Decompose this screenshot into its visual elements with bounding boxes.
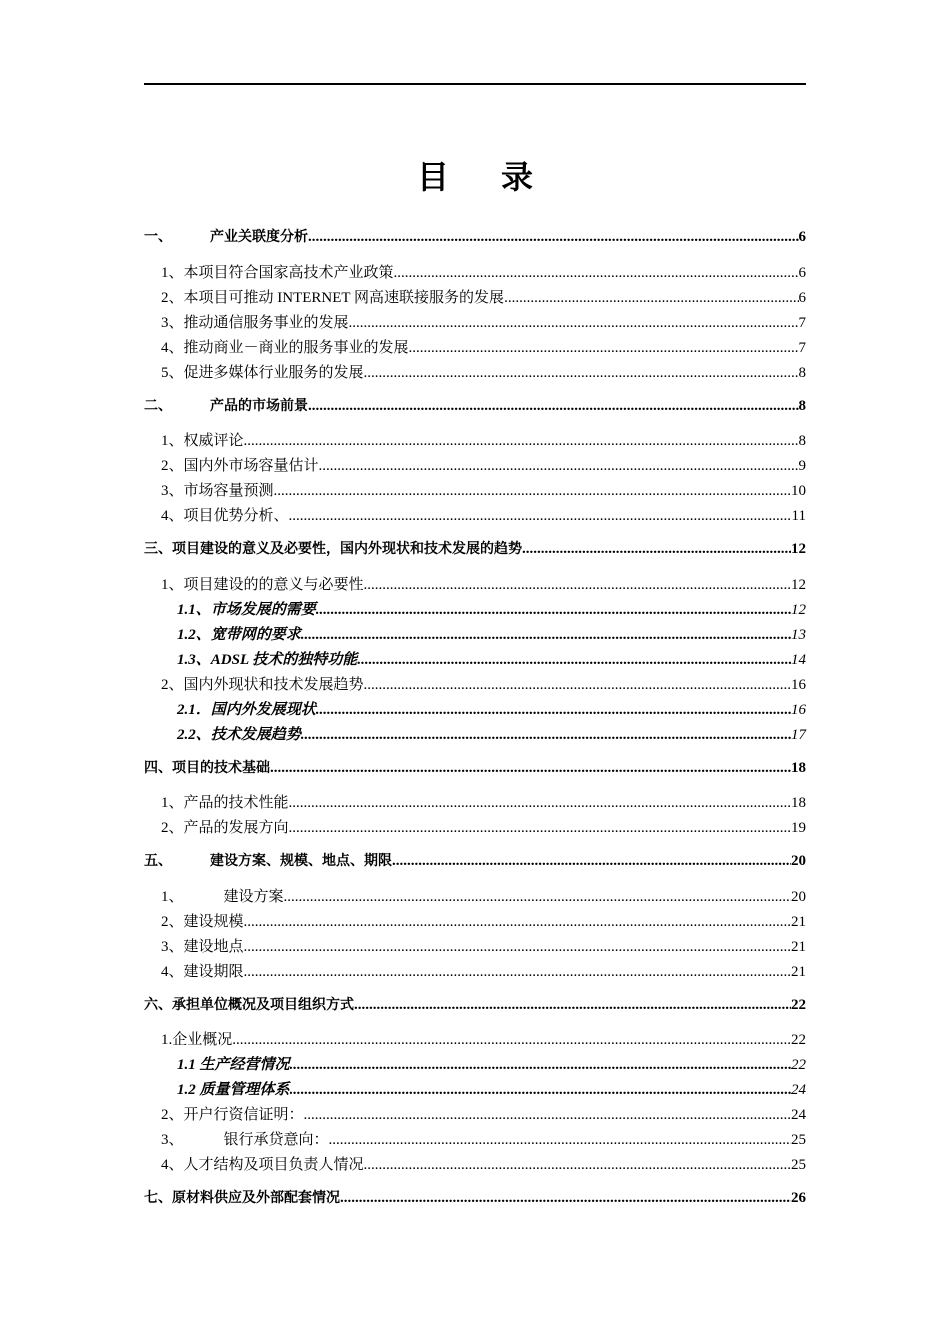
toc-leader-dots: [289, 508, 792, 525]
toc-leader-dots: [301, 727, 791, 744]
toc-leader-dots: [522, 541, 791, 558]
toc-entry-number: 1.1: [177, 1057, 200, 1073]
toc-entry-text: 建设方案、规模、地点、期限: [210, 853, 392, 869]
toc-page-number: 25: [791, 1132, 806, 1148]
toc-page-number: 13: [791, 627, 806, 643]
toc-entry-text: 建设期限: [183, 964, 244, 980]
toc-entry-label: [177, 723, 301, 744]
toc-title: [0, 152, 950, 198]
toc-page-number: 22: [791, 997, 806, 1013]
toc-entry-label: [161, 429, 244, 450]
toc-entry-number: 4、: [161, 340, 184, 356]
toc-entry-label: [161, 960, 244, 981]
toc-entry-text: 建设规模: [183, 914, 244, 930]
toc-page-number: 8: [798, 433, 806, 449]
toc-entry-level1[interactable]: [144, 757, 806, 779]
toc-leader-dots: [364, 577, 791, 594]
toc-entry-text: 项目优势分析、: [183, 508, 289, 524]
toc-entry-label: [161, 673, 364, 694]
toc-page-number: 24: [791, 1082, 806, 1098]
toc-page-number: 11: [791, 508, 806, 524]
toc-page-number: 26: [791, 1190, 806, 1206]
toc-page-number: 19: [791, 820, 806, 836]
toc-entry-label: [161, 1103, 304, 1124]
toc-entry-level2[interactable]: [144, 885, 806, 907]
toc-leader-dots: [364, 677, 791, 694]
toc-leader-dots: [394, 265, 799, 282]
toc-entry-label: [161, 573, 364, 594]
toc-leader-dots: [329, 1132, 791, 1149]
toc-leader-dots: [270, 760, 791, 777]
toc-leader-dots: [274, 483, 791, 500]
toc-entry-label: [144, 757, 270, 777]
toc-leader-dots: [289, 820, 791, 837]
toc-entry-text: 推动商业－商业的服务事业的发展: [183, 340, 409, 356]
toc-page-number: 8: [798, 365, 806, 381]
toc-page-number: 12: [791, 541, 806, 557]
toc-page-number: 21: [791, 964, 806, 980]
toc-page-number: 18: [791, 760, 806, 776]
toc-page-number: 7: [798, 340, 806, 356]
toc-entry-level2[interactable]: [144, 311, 806, 333]
toc-entry-text: 本项目符合国家高技术产业政策: [183, 265, 394, 281]
toc-entry-number: 五、: [144, 853, 172, 869]
toc-leader-dots: [354, 997, 791, 1014]
toc-entry-text: 建设方案: [223, 889, 284, 905]
toc-page-number: 21: [791, 939, 806, 955]
toc-leader-dots: [290, 1057, 791, 1074]
toc-entry-number: 四、: [144, 760, 172, 776]
toc-page-number: 20: [791, 853, 806, 869]
toc-entry-text: 开户行资信证明：: [183, 1107, 304, 1123]
toc-page-number: 10: [791, 483, 806, 499]
toc-page-number: 6: [798, 229, 806, 245]
toc-entry-level1[interactable]: [144, 395, 806, 417]
toc-entry-text: 项目建设的意义及必要性，国内外现状和技术发展的趋势: [172, 541, 522, 557]
toc-page-number: 22: [791, 1057, 806, 1073]
toc-page-number: 18: [791, 795, 806, 811]
toc-entry-text: 权威评论: [183, 433, 244, 449]
toc-entry-number: 1.1、: [177, 602, 211, 618]
toc-leader-dots: [319, 458, 799, 475]
toc-entry-level2[interactable]: [144, 910, 806, 932]
toc-entry-text: 产品的市场前景: [210, 398, 308, 414]
toc-entry-level2[interactable]: [144, 429, 806, 451]
toc-entry-label: [144, 538, 522, 558]
toc-entry-label: [161, 361, 364, 382]
toc-entry-level2[interactable]: [144, 286, 806, 308]
toc-page-number: 16: [791, 677, 806, 693]
toc-leader-dots: [244, 964, 791, 981]
toc-leader-dots: [289, 795, 791, 812]
toc-entry-number: 1.: [161, 1032, 173, 1048]
toc-entry-level2[interactable]: [144, 1028, 806, 1050]
toc-leader-dots: [340, 1190, 791, 1207]
toc-entry-text: 生产经营情况: [199, 1057, 290, 1073]
toc-leader-dots: [284, 889, 791, 906]
toc-entry-level2[interactable]: [144, 361, 806, 383]
toc-entry-number: 4、: [161, 964, 184, 980]
toc-page-number: 24: [791, 1107, 806, 1123]
toc-entry-label: [161, 885, 284, 906]
toc-entry-label: [161, 816, 289, 837]
toc-leader-dots: [349, 315, 799, 332]
toc-leader-dots: [357, 652, 791, 669]
toc-entry-label: [161, 454, 319, 475]
toc-entry-label: [177, 1078, 290, 1099]
toc-entry-text: ADSL 技术的独特功能: [210, 652, 358, 668]
toc-entry-label: [177, 698, 316, 719]
toc-entry-number: 七、: [144, 1190, 172, 1206]
toc-entry-text: 人才结构及项目负责人情况: [183, 1157, 364, 1173]
toc-leader-dots: [304, 1107, 791, 1124]
toc-entry-level2[interactable]: [144, 816, 806, 838]
toc-leader-dots: [290, 1082, 791, 1099]
toc-entry-text: 产业关联度分析: [210, 229, 308, 245]
toc-leader-dots: [364, 365, 799, 382]
toc-entry-text: 建设地点: [183, 939, 244, 955]
toc-entry-level1[interactable]: [144, 1187, 806, 1209]
toc-entry-level3[interactable]: [144, 623, 806, 645]
toc-entry-text: 市场容量预测: [183, 483, 274, 499]
toc-entry-level2[interactable]: [144, 504, 806, 526]
toc-entry-number: 1、: [161, 795, 184, 811]
toc-entry-level3[interactable]: [144, 1053, 806, 1075]
toc-leader-dots: [244, 939, 791, 956]
toc-entry-label: [161, 1128, 329, 1149]
toc-page-number: 22: [791, 1032, 806, 1048]
toc-entry-level3[interactable]: [144, 648, 806, 670]
toc-entry-level2[interactable]: [144, 336, 806, 358]
toc-entry-number: 三、: [144, 541, 172, 557]
toc-entry-number: 2.2、: [177, 727, 211, 743]
toc-entry-number: 5、: [161, 365, 184, 381]
toc-entry-label: [161, 286, 504, 307]
toc-leader-dots: [409, 340, 799, 357]
toc-entry-label: [177, 1053, 290, 1074]
toc-page-number: 25: [791, 1157, 806, 1173]
toc-entry-number: 3、: [161, 483, 184, 499]
toc-entry-level2[interactable]: [144, 1128, 806, 1150]
toc-leader-dots: [316, 702, 791, 719]
toc-entry-label: [144, 1187, 340, 1207]
toc-leader-dots: [364, 1157, 791, 1174]
toc-leader-dots: [308, 229, 799, 246]
toc-entry-level2[interactable]: [144, 1153, 806, 1175]
toc-entry-level3[interactable]: [144, 723, 806, 745]
toc-entry-label: [177, 623, 301, 644]
toc-entry-label: [144, 850, 392, 870]
toc-page-number: 6: [798, 265, 806, 281]
toc-entry-number: 4、: [161, 1157, 184, 1173]
toc-leader-dots: [316, 602, 791, 619]
toc-leader-dots: [244, 914, 791, 931]
toc-entry-level2[interactable]: [144, 935, 806, 957]
toc-entry-label: [161, 311, 349, 332]
toc-page-number: 8: [798, 398, 806, 414]
toc-entry-label: [161, 336, 409, 357]
toc-entry-text: 宽带网的要求: [210, 627, 301, 643]
toc-entry-number: 二、: [144, 398, 172, 414]
toc-entry-level1[interactable]: [144, 994, 806, 1016]
toc-entry-text: 项目的技术基础: [172, 760, 270, 776]
toc-entry-text: 本项目可推动 INTERNET 网高速联接服务的发展: [183, 290, 505, 306]
toc-page-number: 20: [791, 889, 806, 905]
toc-entry-number: 1.3、: [177, 652, 211, 668]
toc-entry-label: [161, 910, 244, 931]
toc-entry-text: 国内外发展现状: [210, 702, 316, 718]
toc-leader-dots: [308, 398, 799, 415]
toc-entry-label: [144, 395, 308, 415]
toc-leader-dots: [504, 290, 798, 307]
toc-leader-dots: [392, 853, 791, 870]
toc-entry-text: 企业概况: [172, 1032, 233, 1048]
toc-page-number: 14: [791, 652, 806, 668]
toc-entry-label: [144, 226, 308, 246]
toc-entry-level2[interactable]: [144, 791, 806, 813]
toc-entry-level1[interactable]: [144, 850, 806, 872]
toc-entry-number: 4、: [161, 508, 184, 524]
toc-page-number: 7: [798, 315, 806, 331]
toc-entry-level1[interactable]: [144, 538, 806, 560]
toc-entry-number: 六、: [144, 997, 172, 1013]
toc-entry-level3[interactable]: [144, 598, 806, 620]
toc-leader-dots: [301, 627, 791, 644]
toc-entry-level2[interactable]: [144, 454, 806, 476]
toc-page-number: 21: [791, 914, 806, 930]
toc-entry-text: 项目建设的的意义与必要性: [183, 577, 364, 593]
toc-leader-dots: [232, 1032, 791, 1049]
toc-entry-text: 承担单位概况及项目组织方式: [172, 997, 354, 1013]
toc-entry-number: 2、: [161, 914, 184, 930]
toc-entry-number: 3、: [161, 939, 184, 955]
toc-entry-number: 2、: [161, 290, 184, 306]
toc-entry-text: 国内外市场容量估计: [183, 458, 319, 474]
toc-entry-number: 3、: [161, 1132, 184, 1148]
toc-entry-number: 一、: [144, 229, 172, 245]
header-rule: [144, 83, 806, 85]
toc-title-char-2: 录: [501, 158, 534, 196]
toc-entry-number: 2、: [161, 458, 184, 474]
toc-entry-label: [161, 479, 274, 500]
toc-entry-number: 2.1．: [177, 702, 211, 718]
toc-entry-level2[interactable]: [144, 573, 806, 595]
toc-page-number: 6: [798, 290, 806, 306]
toc-entry-text: 质量管理体系: [199, 1082, 290, 1098]
toc-entry-text: 市场发展的需要: [210, 602, 316, 618]
toc-entry-label: [161, 935, 244, 956]
toc-entry-label: [177, 598, 316, 619]
toc-entry-label: [161, 504, 289, 525]
toc-entry-label: [161, 1028, 232, 1049]
toc-entry-number: 1.2、: [177, 627, 211, 643]
toc-entry-level1[interactable]: [144, 226, 806, 248]
toc-entry-level2[interactable]: [144, 261, 806, 283]
toc-entry-level2[interactable]: [144, 479, 806, 501]
toc-entry-text: 银行承贷意向：: [223, 1132, 329, 1148]
toc-entry-level2[interactable]: [144, 960, 806, 982]
toc-entry-number: 2、: [161, 677, 184, 693]
toc-entry-number: 1、: [161, 577, 184, 593]
toc-entry-number: 1.2: [177, 1082, 200, 1098]
toc-entry-label: [177, 648, 357, 669]
toc-entry-text: 国内外现状和技术发展趋势: [183, 677, 364, 693]
toc-entry-text: 推动通信服务事业的发展: [183, 315, 349, 331]
toc-entry-level3[interactable]: [144, 1078, 806, 1100]
toc-entry-label: [161, 791, 289, 812]
toc-entry-text: 产品的发展方向: [183, 820, 289, 836]
toc-title-char-1: 目: [416, 158, 449, 196]
toc-entry-number: 2、: [161, 820, 184, 836]
toc-leader-dots: [244, 433, 799, 450]
toc-page-number: 16: [791, 702, 806, 718]
toc-entry-number: 1、: [161, 265, 184, 281]
toc-page-number: 17: [791, 727, 806, 743]
toc-entry-number: 1、: [161, 433, 184, 449]
toc-entry-number: 1、: [161, 889, 184, 905]
toc-entry-label: [144, 994, 354, 1014]
toc-entry-text: 技术发展趋势: [210, 727, 301, 743]
toc-entry-text: 产品的技术性能: [183, 795, 289, 811]
toc-entry-level2[interactable]: [144, 673, 806, 695]
toc-entry-number: 3、: [161, 315, 184, 331]
toc-entry-text: 促进多媒体行业服务的发展: [183, 365, 364, 381]
toc-entry-label: [161, 1153, 364, 1174]
toc-entry-level3[interactable]: [144, 698, 806, 720]
toc-page-number: 12: [791, 577, 806, 593]
toc-entry-level2[interactable]: [144, 1103, 806, 1125]
toc-entry-text: 原材料供应及外部配套情况: [172, 1190, 340, 1206]
toc-entry-number: 2、: [161, 1107, 184, 1123]
toc-page-number: 9: [798, 458, 806, 474]
toc-entry-label: [161, 261, 394, 282]
toc-page-number: 12: [791, 602, 806, 618]
